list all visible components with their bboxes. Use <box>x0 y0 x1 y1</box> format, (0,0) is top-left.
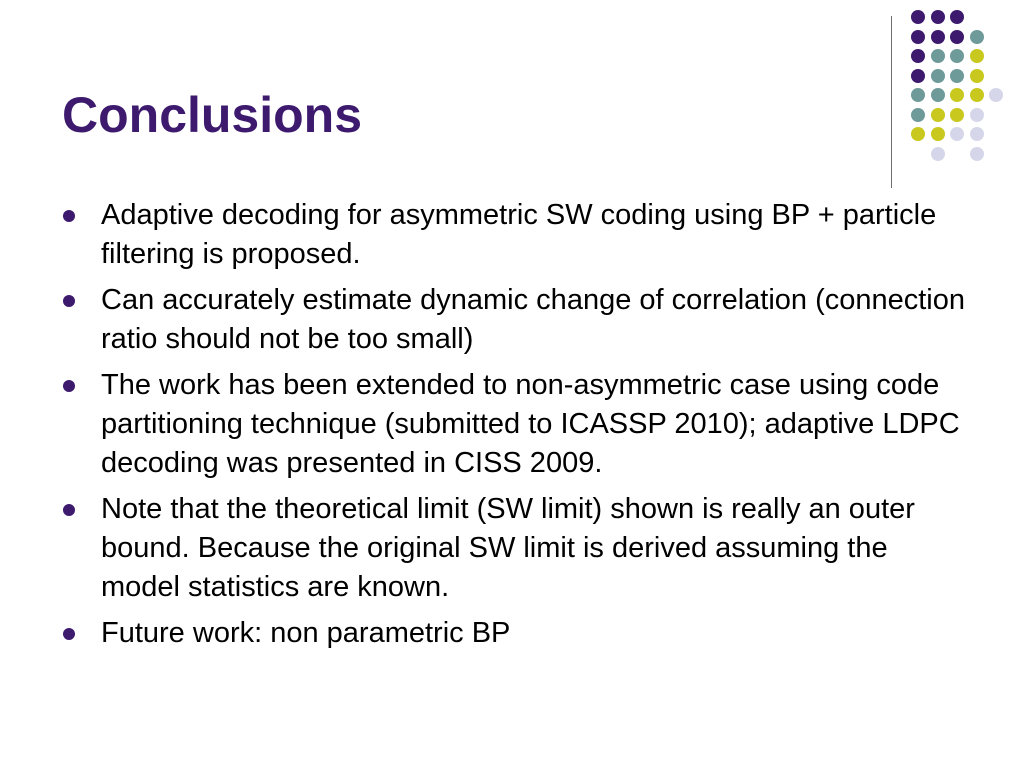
bullet-dot-icon <box>63 380 75 392</box>
decorative-dot <box>931 88 945 102</box>
bullet-dot-icon <box>63 210 75 222</box>
bullet-text: Can accurately estimate dynamic change of correlation (connection ratio should not be too small) <box>101 284 966 355</box>
bullet-dot-icon <box>63 504 75 516</box>
bullet-dot-icon <box>63 295 75 307</box>
bullet-item <box>62 196 972 274</box>
decorative-dot <box>931 127 945 141</box>
decorative-dot <box>931 108 945 122</box>
decorative-dot <box>931 69 945 83</box>
bullet-text: Adaptive decoding for asymmetric SW coding using BP + particle filtering is proposed. <box>101 199 937 270</box>
decorative-dot <box>931 49 945 63</box>
decorative-dot <box>970 127 984 141</box>
decorative-dot <box>950 127 964 141</box>
bullet-list <box>62 196 972 660</box>
bullet-item <box>62 366 972 483</box>
decorative-dot <box>911 88 925 102</box>
bullet-item <box>62 490 972 607</box>
decorative-dot <box>931 10 945 24</box>
bullet-item <box>62 281 972 359</box>
decorative-dot <box>911 69 925 83</box>
bullet-dot-icon <box>63 628 75 640</box>
decorative-dot <box>989 88 1003 102</box>
decorative-dot <box>950 108 964 122</box>
decorative-dot <box>931 30 945 44</box>
decorative-dot <box>950 69 964 83</box>
slide-title: Conclusions <box>62 87 363 143</box>
decorative-dot <box>950 30 964 44</box>
bullet-text: Future work: non parametric BP <box>101 617 511 649</box>
bullet-item <box>62 614 972 653</box>
decorative-dot <box>911 30 925 44</box>
decorative-dot <box>970 49 984 63</box>
decorative-dot <box>911 108 925 122</box>
bullet-text: The work has been extended to non-asymmetric case using code partitioning technique (submitted to ICASSP 2010); adaptive LDPC decoding was presented in CISS 2009. <box>101 369 960 479</box>
decorative-dot <box>950 10 964 24</box>
decorative-dot <box>950 88 964 102</box>
decorative-dot <box>970 88 984 102</box>
decorative-dot <box>970 108 984 122</box>
decorative-dot <box>931 147 945 161</box>
decorative-dot <box>911 127 925 141</box>
decorative-dot <box>911 10 925 24</box>
decorative-dot <box>950 49 964 63</box>
title-divider-line <box>891 16 892 188</box>
decorative-dot <box>970 69 984 83</box>
decorative-dot <box>911 49 925 63</box>
decorative-dot <box>970 30 984 44</box>
decorative-dot <box>970 147 984 161</box>
bullet-text: Note that the theoretical limit (SW limit) shown is really an outer bound. Because the original SW limit is derived assuming the model statistics are known. <box>101 493 915 603</box>
